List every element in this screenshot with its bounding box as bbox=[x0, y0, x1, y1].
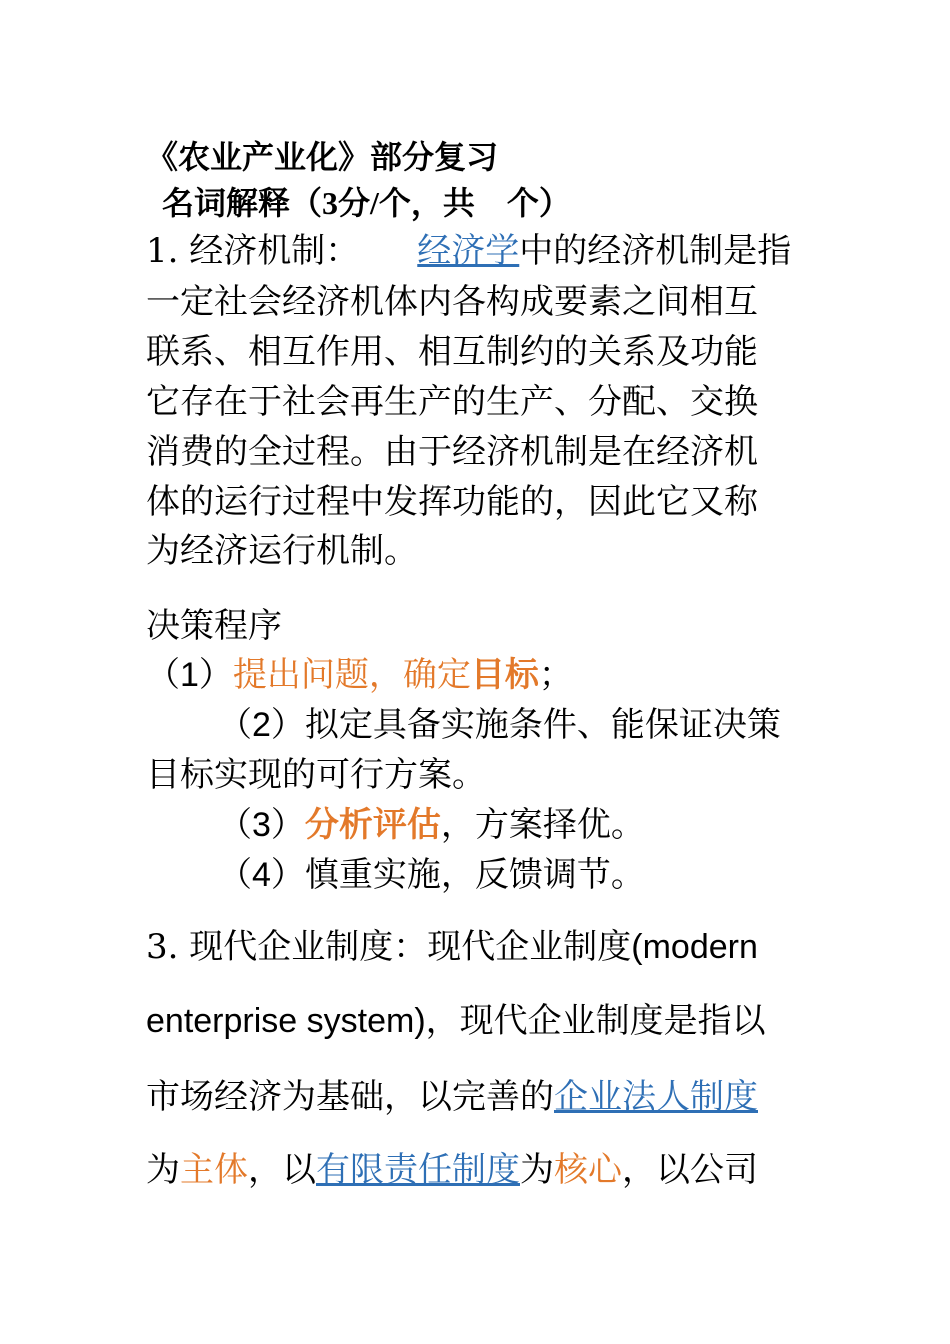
paragraph-line bbox=[146, 231, 791, 271]
paragraph-line bbox=[146, 1001, 766, 1041]
term-label: 经济机制： bbox=[189, 231, 360, 271]
decision-step-1 bbox=[146, 655, 573, 695]
decision-step-4 bbox=[218, 855, 645, 895]
decision-heading: 决策程序 bbox=[146, 606, 282, 646]
text-span: ，方案择优。 bbox=[440, 805, 645, 845]
text-span: ，现代企业制度是指以 bbox=[425, 1001, 766, 1041]
text-span: ，以公司 bbox=[622, 1150, 758, 1190]
item-number: 3. bbox=[146, 927, 179, 967]
step-number: （4） bbox=[218, 856, 305, 894]
english-text: enterprise system) bbox=[146, 1002, 426, 1040]
limited-liability-link[interactable]: 有限责任制度 bbox=[316, 1150, 520, 1190]
text-span: 现代企业制度 bbox=[427, 927, 632, 967]
step-number: （2） bbox=[218, 706, 305, 744]
step-number: （1） bbox=[146, 656, 233, 694]
term-label: 现代企业制度： bbox=[189, 927, 428, 967]
paragraph-line: 它存在于社会再生产的生产、分配、交换 bbox=[146, 382, 758, 422]
text-span: 拟定具备实施条件、能保证决策 bbox=[304, 705, 781, 745]
paragraph-line: 一定社会经济机体内各构成要素之间相互 bbox=[146, 282, 758, 322]
english-text: (modern bbox=[631, 928, 758, 966]
text-span: 市场经济为基础，以完善的 bbox=[146, 1077, 554, 1117]
economics-link[interactable]: 经济学 bbox=[417, 231, 520, 271]
paragraph-line bbox=[146, 1150, 758, 1190]
decision-step-3 bbox=[218, 805, 645, 845]
paragraph-line: 体的运行过程中发挥功能的，因此它又称 bbox=[146, 482, 758, 522]
paragraph-line bbox=[146, 1077, 758, 1117]
highlight-text: 主体 bbox=[180, 1150, 248, 1190]
text-span: 为 bbox=[520, 1150, 554, 1190]
paragraph-line: 为经济运行机制。 bbox=[146, 531, 418, 571]
legal-person-system-link[interactable]: 企业法人制度 bbox=[554, 1077, 758, 1117]
decision-step-2-continued: 目标实现的可行方案。 bbox=[146, 755, 486, 795]
highlight-bold-text: 目标 bbox=[470, 655, 539, 695]
paragraph-line: 消费的全过程。由于经济机制是在经济机 bbox=[146, 432, 758, 472]
text-span: 为 bbox=[146, 1150, 180, 1190]
text-span: 中的经济机制是指 bbox=[519, 231, 792, 271]
highlight-bold-text: 分析评估 bbox=[304, 805, 441, 845]
section-subtitle: 名词解释（3分/个，共 个） bbox=[162, 185, 571, 221]
document-title: 《农业产业化》部分复习 bbox=[146, 139, 499, 175]
paragraph-line bbox=[146, 927, 758, 967]
decision-step-2 bbox=[218, 705, 781, 745]
text-span: ，以 bbox=[248, 1150, 316, 1190]
paragraph-line: 联系、相互作用、相互制约的关系及功能 bbox=[146, 332, 758, 372]
text-span: ； bbox=[538, 655, 573, 695]
highlight-text: 提出问题，确定 bbox=[232, 655, 471, 695]
item-number: 1. bbox=[146, 231, 179, 271]
text-span: 慎重实施，反馈调节。 bbox=[304, 855, 645, 895]
step-number: （3） bbox=[218, 806, 305, 844]
highlight-text: 核心 bbox=[554, 1150, 622, 1190]
